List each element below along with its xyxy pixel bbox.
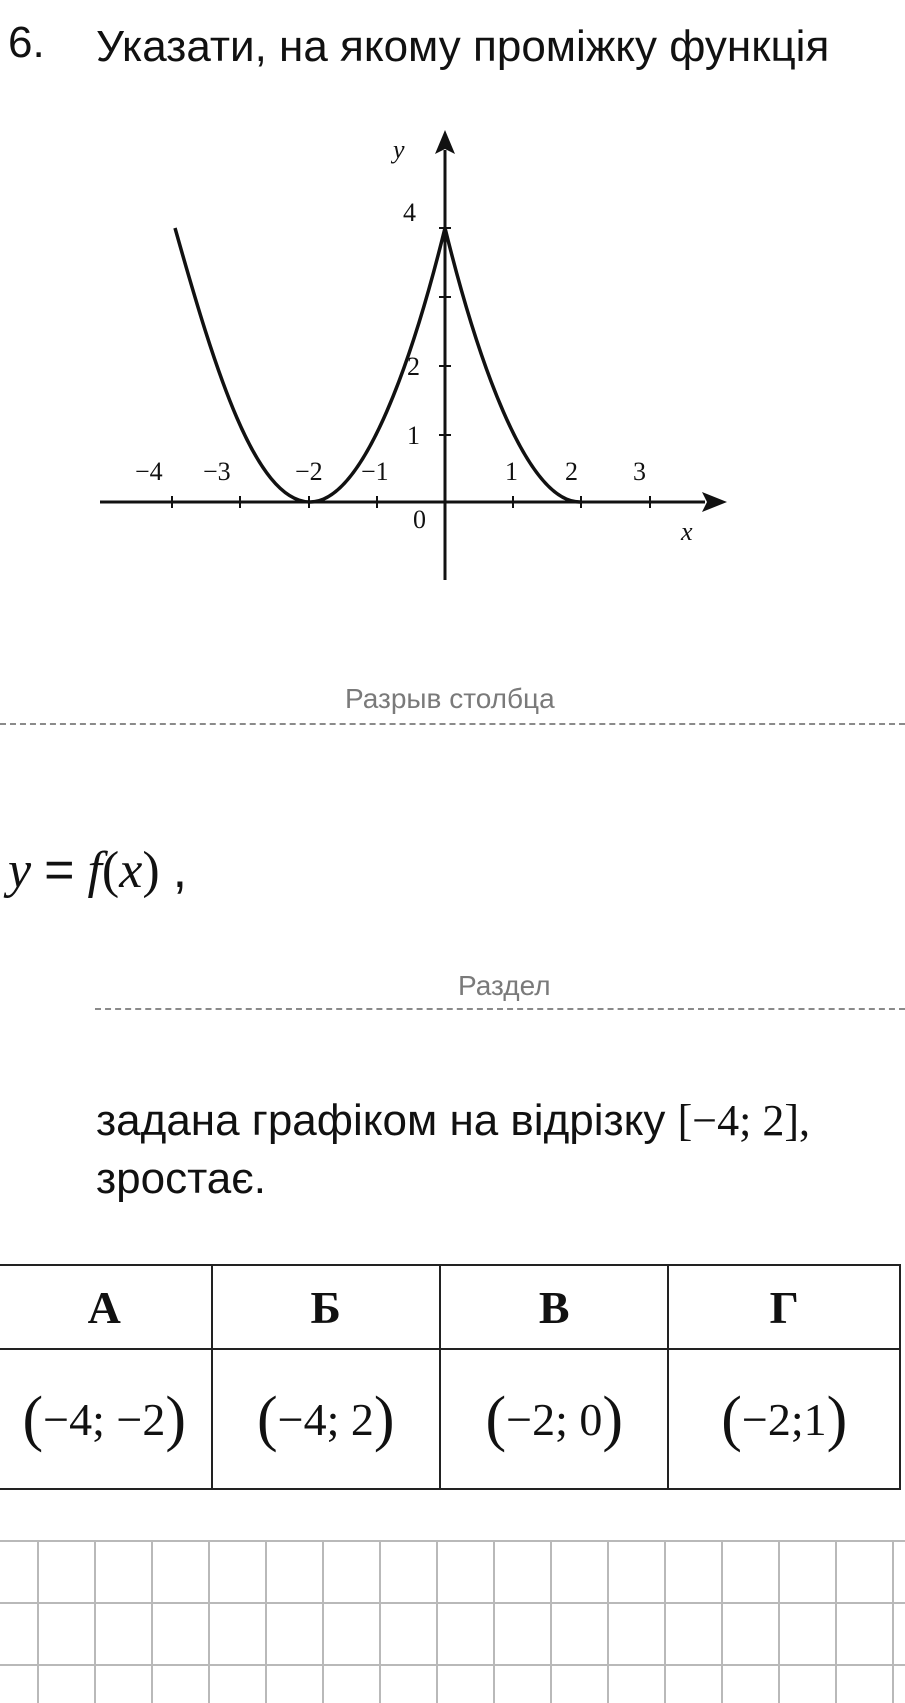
- x-tick-label: 2: [565, 457, 578, 486]
- y-tick-label: 4: [403, 198, 416, 227]
- answer-header-row: [0, 1265, 900, 1349]
- formula-lparen: (: [101, 842, 120, 899]
- formula-f: f: [87, 842, 102, 899]
- formula-equals: =: [44, 841, 75, 899]
- x-tick-label: 3: [633, 457, 646, 486]
- question-continuation: [96, 1092, 905, 1208]
- section-break-label: Раздел: [458, 970, 551, 1001]
- answer-header-a: А: [0, 1265, 212, 1349]
- formula-comma: ,: [172, 841, 188, 899]
- x-tick-label: 1: [505, 457, 518, 486]
- x-tick-label: −3: [203, 457, 231, 486]
- formula-rparen: ): [142, 842, 160, 899]
- x-axis-arrow: [702, 492, 727, 512]
- answer-values-row: [0, 1349, 900, 1489]
- answer-table: [0, 1264, 901, 1490]
- answer-header-v: В: [440, 1265, 668, 1349]
- x-tick-label: −2: [295, 457, 323, 486]
- interval: [−4; 2],: [677, 1096, 810, 1145]
- x-axis-label: x: [681, 517, 693, 546]
- y-tick-label: 1: [407, 421, 420, 450]
- continuation-end: зростає.: [96, 1154, 266, 1203]
- answer-option-g[interactable]: (−2;1): [668, 1349, 900, 1489]
- function-formula: [8, 840, 187, 900]
- origin-label: 0: [413, 505, 426, 534]
- answer-value: −4; −2: [43, 1393, 166, 1445]
- formula-x: x: [119, 842, 143, 899]
- answer-option-b[interactable]: (−4; 2): [212, 1349, 440, 1489]
- question-text: Указати, на якому проміжку функція: [96, 22, 830, 71]
- answer-value: −4; 2: [277, 1393, 374, 1445]
- answer-header-b: Б: [212, 1265, 440, 1349]
- answer-header-g: Г: [668, 1265, 900, 1349]
- answer-grid: [0, 1540, 905, 1703]
- x-tick-label: −4: [135, 457, 163, 486]
- y-axis-label: y: [393, 135, 405, 164]
- y-tick-label: 2: [407, 352, 420, 381]
- function-graph: [95, 130, 735, 590]
- formula-y: y: [8, 842, 32, 899]
- answer-option-a[interactable]: (−4; −2): [0, 1349, 212, 1489]
- column-break-label: Разрыв столбца: [345, 683, 555, 714]
- answer-value: −2; 0: [506, 1393, 603, 1445]
- column-break-line: [0, 723, 905, 725]
- answer-value: −2;1: [741, 1393, 827, 1445]
- section-break-line: [95, 1008, 905, 1010]
- continuation-text: задана графіком на відрізку: [96, 1096, 666, 1145]
- answer-option-v[interactable]: (−2; 0): [440, 1349, 668, 1489]
- x-tick-label: −1: [361, 457, 389, 486]
- question-number: 6.: [8, 18, 45, 67]
